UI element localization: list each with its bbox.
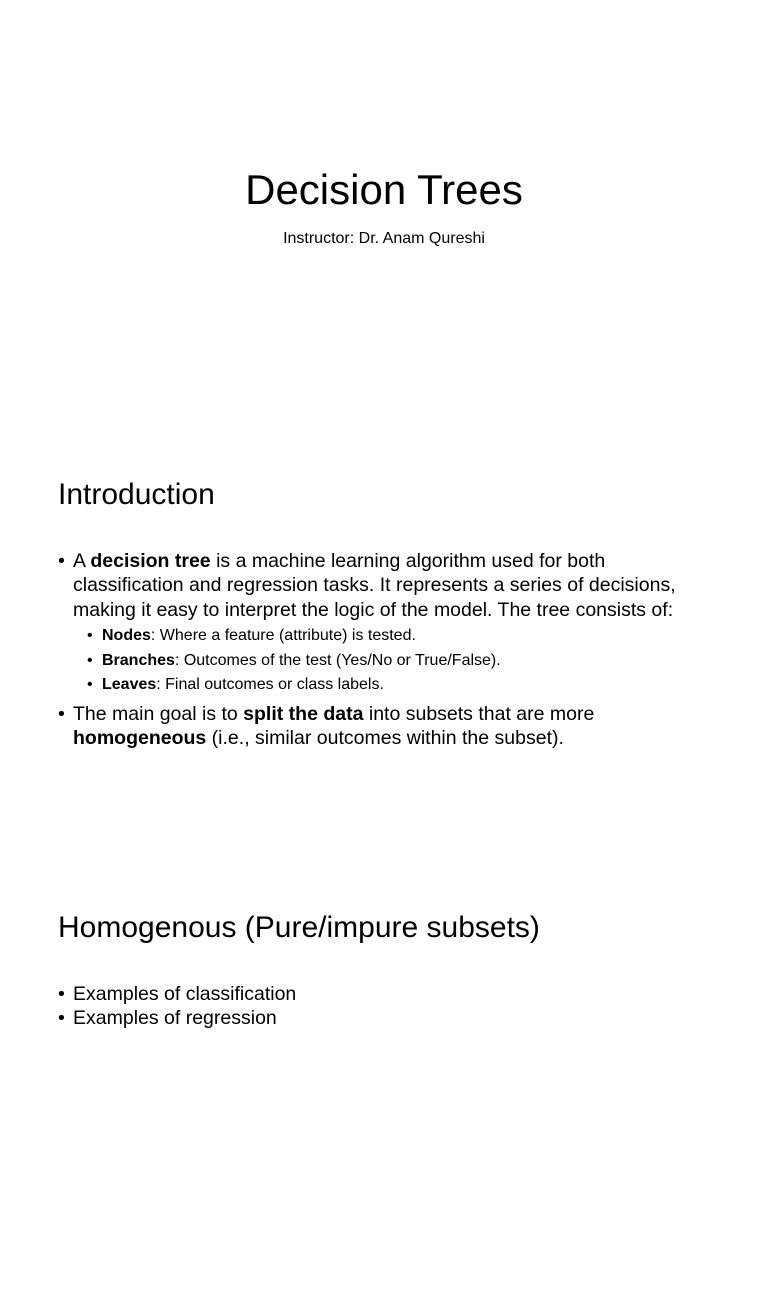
- sub-bullet-leaves: [73, 673, 708, 698]
- bullet-examples-regression: • Examples of regression: [58, 1006, 708, 1030]
- introduction-heading: Introduction: [58, 478, 215, 511]
- homogenous-heading: Homogenous (Pure/impure subsets): [58, 911, 540, 944]
- desc-nodes: : Where a feature (attribute) is tested.: [150, 626, 416, 644]
- tree-components-list: [73, 624, 708, 698]
- desc-leaves: : Final outcomes or class labels.: [156, 676, 384, 694]
- bold-term-homogeneous: homogeneous: [73, 727, 207, 750]
- bold-term-decision-tree: decision tree: [90, 550, 211, 572]
- presentation-title: Decision Trees: [245, 166, 523, 213]
- term-leaves: Leaves: [102, 676, 157, 694]
- bullet-text: The main goal is to: [73, 703, 244, 725]
- bullet-text: A: [73, 550, 91, 572]
- sub-bullet-nodes: [73, 624, 708, 649]
- bullet-text: (i.e., similar outcomes within the subset).: [206, 727, 564, 750]
- bold-term-split-the-data: split the data: [243, 703, 364, 725]
- bullet-decision-tree-definition: [58, 549, 708, 698]
- bullet-text: into subsets that are more: [363, 703, 595, 725]
- introduction-slide: [0, 432, 768, 864]
- term-nodes: Nodes: [102, 626, 151, 644]
- desc-branches: : Outcomes of the test (Yes/No or True/False).: [174, 651, 501, 669]
- sub-bullet-branches: [73, 649, 708, 674]
- bullet-text: is a machine learning algorithm used for both classification and regression tasks. It represents a series of decisions, making it easy to interpret the logic of the model. The tree consists of:: [73, 550, 676, 621]
- term-branches: Branches: [102, 651, 175, 669]
- homogenous-slide: [0, 864, 768, 1296]
- instructor-subtitle: Instructor: Dr. Anam Qureshi: [283, 230, 485, 247]
- introduction-bullet-list: [58, 549, 708, 751]
- homogenous-bullet-list: [58, 982, 708, 1031]
- title-slide: [0, 0, 768, 432]
- bullet-examples-classification: • Examples of classification: [58, 982, 708, 1006]
- bullet-main-goal: [58, 702, 708, 751]
